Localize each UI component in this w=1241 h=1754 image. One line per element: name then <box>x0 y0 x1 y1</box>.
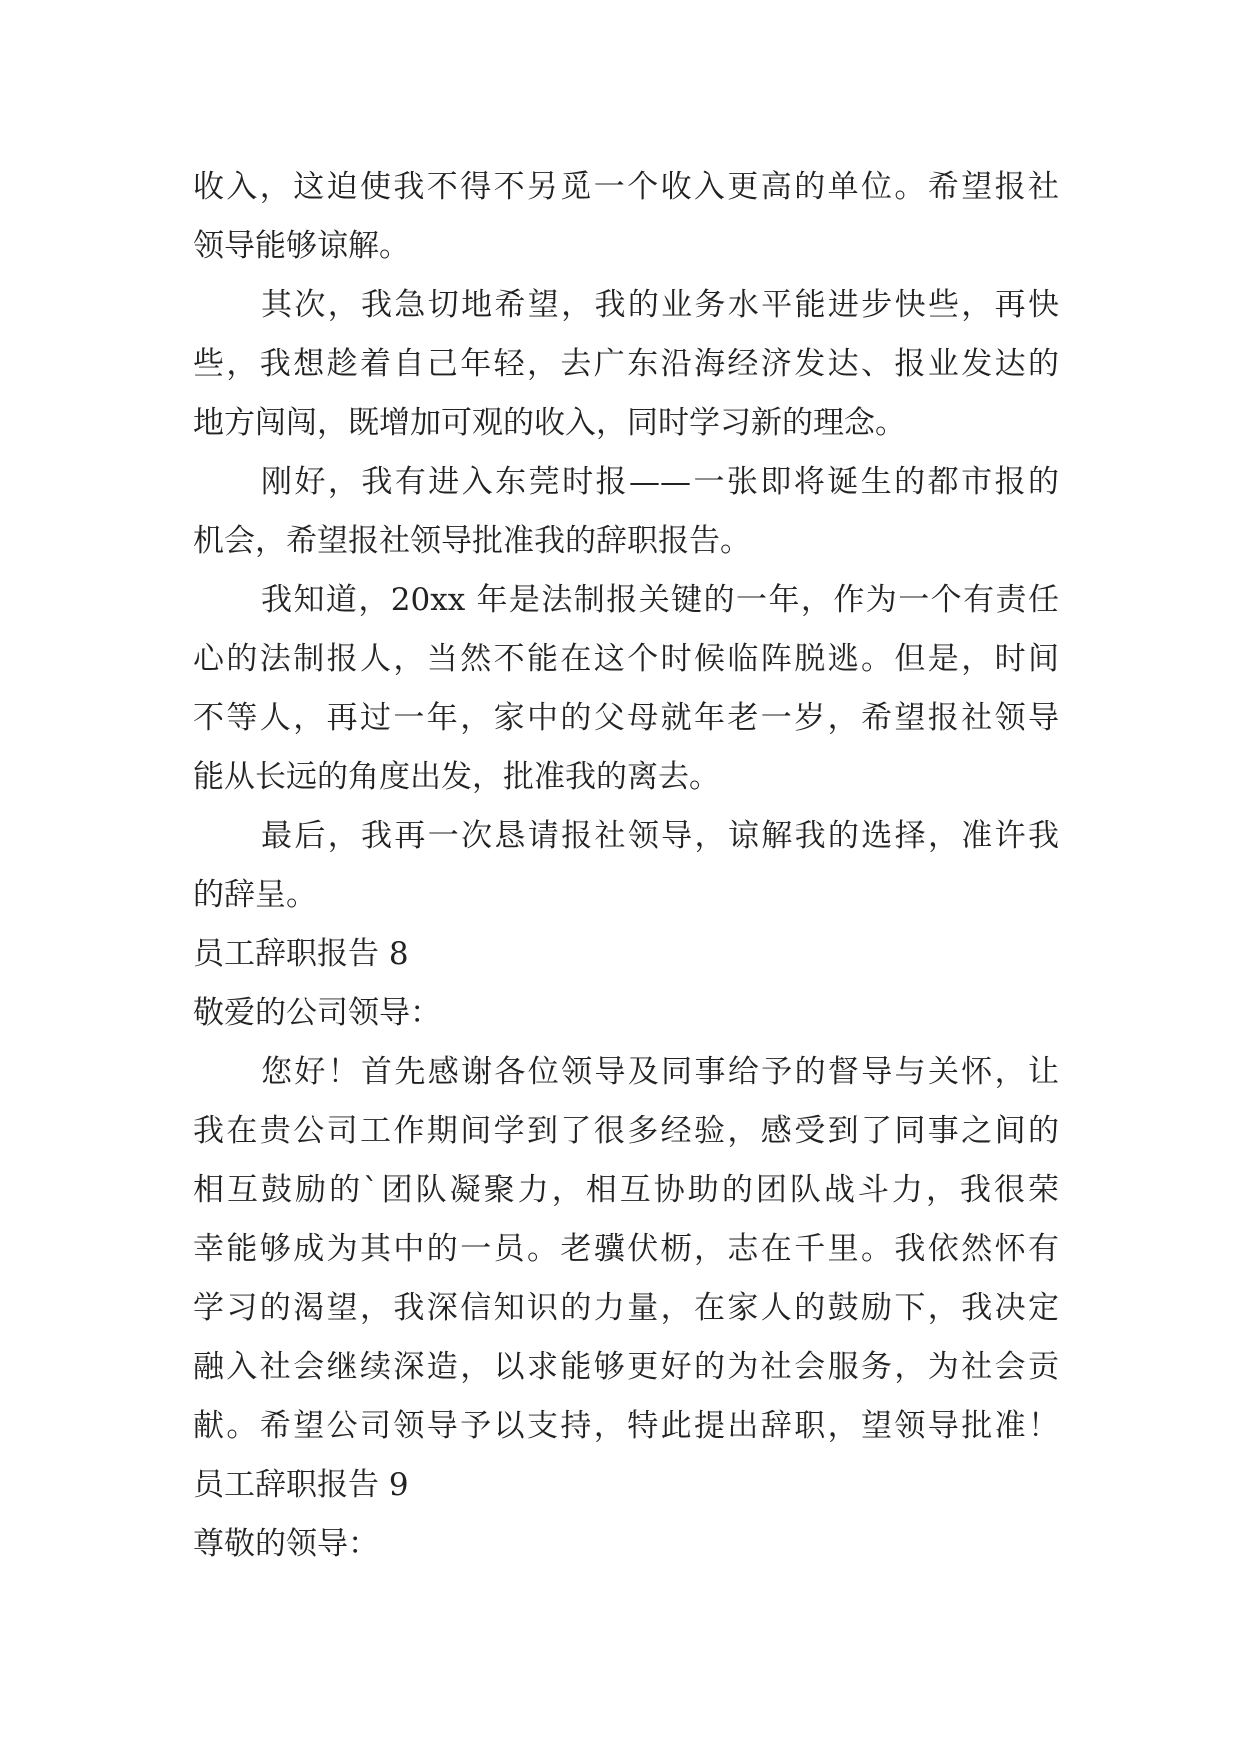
text-line: 收入，这迫使我不得不另觅一个收入更高的单位。希望报社 <box>193 169 1059 205</box>
text-line: 学习的渴望，我深信知识的力量，在家人的鼓励下，我决定 <box>193 1290 1059 1326</box>
text-line: 些，我想趁着自己年轻，去广东沿海经济发达、报业发达的 <box>193 346 1059 382</box>
salutation-line: 敬爱的公司领导： <box>193 995 441 1031</box>
paragraph-first-line: 刚好，我有进入东莞时报——一张即将诞生的都市报的 <box>261 464 1059 500</box>
text-line: 心的法制报人，当然不能在这个时候临阵脱逃。但是，时间 <box>193 641 1059 677</box>
text-line: 我在贵公司工作期间学到了很多经验，感受到了同事之间的 <box>193 1113 1059 1149</box>
salutation-line: 尊敬的领导： <box>193 1526 379 1562</box>
paragraph-first-line: 我知道，20xx 年是法制报关键的一年，作为一个有责任 <box>261 582 1059 618</box>
section-heading: 员工辞职报告 8 <box>193 936 409 972</box>
paragraph-first-line: 其次，我急切地希望，我的业务水平能进步快些，再快 <box>261 287 1059 323</box>
text-line: 幸能够成为其中的一员。老骥伏枥，志在千里。我依然怀有 <box>193 1231 1059 1267</box>
text-line: 相互鼓励的`团队凝聚力，相互协助的团队战斗力，我很荣 <box>193 1172 1059 1208</box>
text-line: 的辞呈。 <box>193 877 317 913</box>
text-line: 机会，希望报社领导批准我的辞职报告。 <box>193 523 751 559</box>
paragraph-first-line: 您好！首先感谢各位领导及同事给予的督导与关怀，让 <box>261 1054 1059 1090</box>
text-line: 能从长远的角度出发，批准我的离去。 <box>193 759 720 795</box>
text-line: 地方闯闯，既增加可观的收入，同时学习新的理念。 <box>193 405 906 441</box>
text-line: 献。希望公司领导予以支持，特此提出辞职，望领导批准！ <box>193 1408 1059 1444</box>
section-heading: 员工辞职报告 9 <box>193 1467 409 1503</box>
text-line: 不等人，再过一年，家中的父母就年老一岁，希望报社领导 <box>193 700 1059 736</box>
paragraph-first-line: 最后，我再一次恳请报社领导，谅解我的选择，准许我 <box>261 818 1059 854</box>
text-line: 领导能够谅解。 <box>193 228 410 264</box>
document-body <box>193 158 1059 1574</box>
text-line: 融入社会继续深造，以求能够更好的为社会服务，为社会贡 <box>193 1349 1059 1385</box>
